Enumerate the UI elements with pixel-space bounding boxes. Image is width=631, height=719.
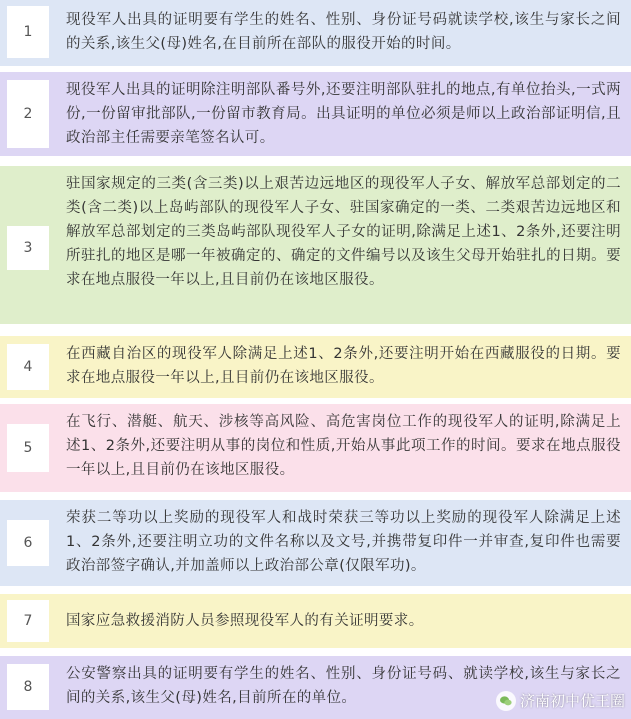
table-row [0,72,631,156]
row-text: 现役军人出具的证明除注明部队番号外,还要注明部队驻扎的地点,有单位抬头,一式两份,一份留审批部队,一份留市教育局。出具证明的单位必须是师以上政治部证明信,且政治部主任需要亲笔签名认可。 [66,82,621,146]
row-number: 8 [7,664,49,710]
table-row [0,0,631,66]
row-text: 驻国家规定的三类(含三类)以上艰苦边远地区的现役军人子女、解放军总部划定的二类(含二类)以上岛屿部队的现役军人子女、驻国家确定的一类、二类艰苦边远地区和解放军总部划定的三类岛屿部队现役军人子女的证明,除满足上述1、2条外,还要注明所驻扎的地区是哪一年被确定的、确定的文件编号以及该生父母开始驻扎的日期。要求在地点服役一年以上,且目前仍在该地区服役。 [66,176,621,288]
row-number: 3 [7,226,49,270]
row-number: 7 [7,600,49,642]
table-row [0,166,631,324]
row-text: 在飞行、潜艇、航天、涉核等高风险、高危害岗位工作的现役军人的证明,除满足上述1、2条外,还要注明从事的岗位和性质,开始从事此项工作的时间。要求在地点服役一年以上,且目前仍在该地区服役。 [66,414,621,478]
table-row [0,500,631,586]
row-text: 公安警察出具的证明要有学生的姓名、性别、身份证号码、就读学校,该生与家长之间的关系,该生父(母)姓名,目前所在的单位。 [66,666,621,706]
watermark [496,690,625,711]
wechat-icon [496,691,516,711]
row-text: 荣获二等功以上奖励的现役军人和战时荣获三等功以上奖励的现役军人除满足上述1、2条外,还要注明立功的文件名称以及文号,并携带复印件一并审查,复印件也需要政治部签字确认,并加盖师以上政治部公章(仅限军功)。 [66,510,621,574]
row-number: 6 [7,520,49,566]
table-row [0,594,631,648]
watermark-text: 济南初中优王圈 [519,692,625,710]
row-number: 1 [7,6,49,58]
row-number: 5 [7,424,49,472]
table-row [0,336,631,398]
table-row [0,404,631,492]
row-text: 现役军人出具的证明要有学生的姓名、性别、身份证号码就读学校,该生与家长之间的关系,该生父(母)姓名,在目前所在部队的服役开始的时间。 [66,12,621,52]
row-number: 2 [7,80,49,148]
row-text: 国家应急救援消防人员参照现役军人的有关证明要求。 [66,613,424,629]
row-text: 在西藏自治区的现役军人除满足上述1、2条外,还要注明开始在西藏服役的日期。要求在地点服役一年以上,且目前仍在该地区服役。 [66,346,621,386]
row-number: 4 [7,344,49,390]
